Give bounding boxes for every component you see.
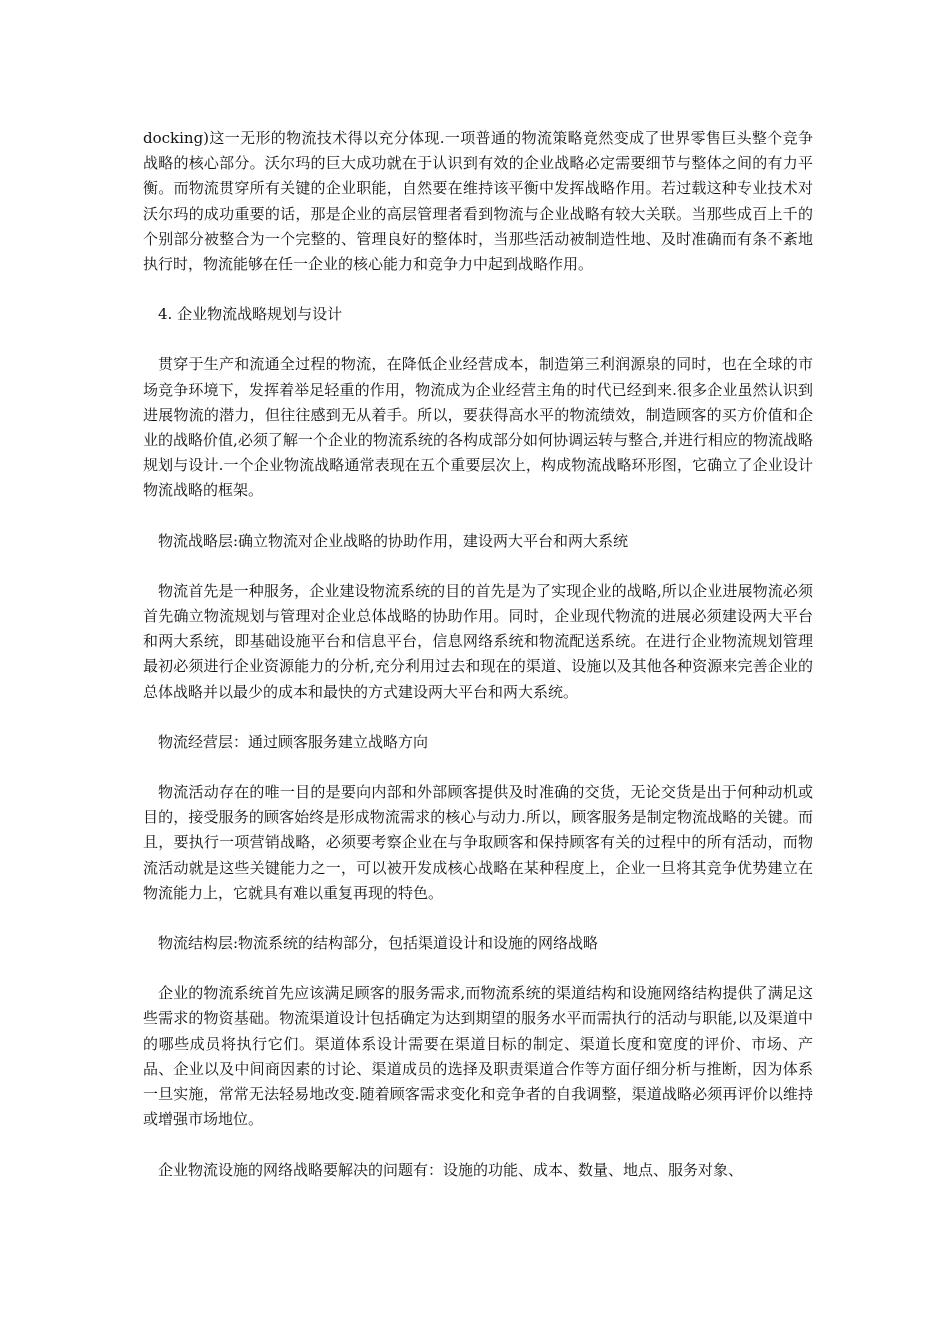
paragraph-spacer (143, 755, 813, 780)
body-paragraph: 企业的物流系统首先应该满足顾客的服务需求,而物流系统的渠道结构和设施网络结构提供了满足这些需求的物资基础。物流渠道设计包括确定为达到期望的服务水平而需执行的活动与职能,以及渠道中的哪些成员将执行它们。渠道体系设计需要在渠道目标的制定、渠道长度和宽度的评价、市场、产品、企业以及中间商因素的讨论、渠道成员的选择及职责渠道合作等方面仔细分析与推断，因为体系一旦实施，常常无法轻易地改变.随着顾客需求变化和竞争者的自我调整，渠道战略必须再评价以维持或增强市场地位。 (143, 984, 813, 1129)
paragraph-spacer (143, 327, 813, 352)
paragraph-spacer (143, 1133, 813, 1158)
section-heading: 4. 企业物流战略规划与设计 (158, 305, 343, 324)
body-paragraph: docking)这一无形的物流技术得以充分体现.一项普通的物流策略竟然变成了世界零售巨头整个竞争战略的核心部分。沃尔玛的巨大成功就在于认识到有效的企业战略必定需要细节与整体之间的有力平衡。而物流贯穿所有关键的企业职能，自然要在维持该平衡中发挥战略作用。若过载这种专业技术对沃尔玛的成功重要的话，那是企业的高层管理者看到物流与企业战略有较大关联。当那些成百上千的个别部分被整合为一个完整的、管理良好的整体时，当那些活动被制造性地、及时准确而有条不紊地执行时，物流能够在任一企业的核心能力和竞争力中起到战略作用。 (143, 129, 813, 274)
paragraph-spacer (143, 705, 813, 730)
paragraph-spacer (143, 906, 813, 931)
section-heading: 物流经营层：通过顾客服务建立战略方向 (158, 732, 429, 751)
paragraph-spacer (143, 277, 813, 302)
paragraph-spacer (143, 554, 813, 579)
body-paragraph: 物流首先是一种服务，企业建设物流系统的目的首先是为了实现企业的战略,所以企业进展物流必须首先确立物流规划与管理对企业总体战略的协助作用。同时，企业现代物流的进展必须建设两大平台和两大系统，即基础设施平台和信息平台，信息网络系统和物流配送系统。在进行企业物流规划管理最初必须进行企业资源能力的分析,充分利用过去和现在的渠道、设施以及其他各种资源来完善企业的总体战略并以最少的成本和最快的方式建设两大平台和两大系统。 (143, 581, 813, 701)
paragraph-spacer (143, 956, 813, 981)
section-heading: 物流战略层:确立物流对企业战略的协助作用，建设两大平台和两大系统 (158, 531, 629, 550)
body-paragraph: 企业物流设施的网络战略要解决的问题有：设施的功能、成本、数量、地点、服务对象、 (158, 1160, 744, 1179)
section-heading: 物流结构层:物流系统的结构部分，包括渠道设计和设施的网络战略 (158, 934, 599, 953)
body-paragraph: 贯穿于生产和流通全过程的物流，在降低企业经营成本，制造第三利润源泉的同时，也在全球的市场竞争环境下，发挥着举足轻重的作用，物流成为企业经营主角的时代已经到来.很多企业虽然认识到进展物流的潜力，但往往感到无从着手。所以，要获得高水平的物流绩效，制造顾客的买方价值和企业的战略价值,必须了解一个企业的物流系统的各构成部分如何协调运转与整合,并进行相应的物流战略规划与设计.一个企业物流战略通常表现在五个重要层次上，构成物流战略环形图，它确立了企业设计物流战略的框架。 (143, 355, 813, 500)
document-page (143, 126, 813, 1183)
paragraph-spacer (143, 504, 813, 529)
body-paragraph: 物流活动存在的唯一目的是要向内部和外部顾客提供及时准确的交货，无论交货是出于何种动机或目的，接受服务的顾客始终是形成物流需求的核心与动力.所以，顾客服务是制定物流战略的关键。而且，要执行一项营销战略，必须要考察企业在与争取顾客和保持顾客有关的过程中的所有活动，而物流活动就是这些关键能力之一，可以被开发成核心战略在某种程度上，企业一旦将其竞争优势建立在物流能力上，它就具有难以重复再现的特色。 (143, 783, 813, 902)
